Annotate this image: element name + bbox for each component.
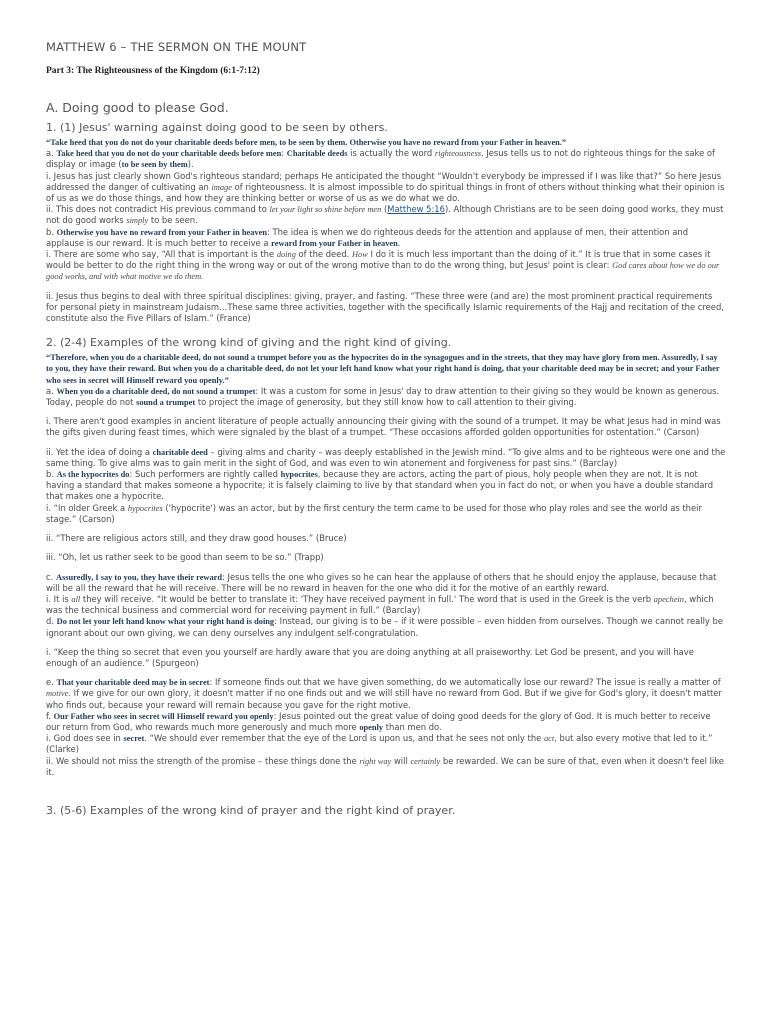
- scripture-quote-1: “Take heed that you do not do your charitable deeds before men, to be seen by them. Otherwise you have no reward from your Father in heaven.”: [46, 138, 567, 147]
- scripture-quote-2: “Therefore, when you do a charitable deed, do not sound a trumpet before you as the hypocrites do in the synagogues and in the streets, that they may have glory from men. Assuredly, I say to you, they have their reward. But when you do a charitable deed, do not let your left hand know what your right hand is doing, that your charitable deed may be in secret; and your Father who sees in secret will Himself reward you openly.”: [46, 353, 720, 385]
- paragraph-1b-i: i. There are some who say, “All that is important is the doing of the deed. How I do it is much less important than the doing of it.” It is true that in some cases it would be better to do the right thing in the wrong way or out of the wrong motive than to do the wrong thing, but Jesus' point is clear: God cares about how we do our good works, and with what motive we do them.: [46, 249, 720, 282]
- paragraph-2e: e. That your charitable deed may be in secret: If someone finds out that we have given something, do we automatically lose our reward? The issue is really a matter of motive. If we give for our own glory, it doesn't matter if no one finds out and we will still have no reward from God. But if we give for God's glory, it doesn't matter who finds out, because your reward will remain because you gave for the right motive.: [46, 677, 722, 710]
- paragraph-1b: b. Otherwise you have no reward from your Father in heaven: The idea is when we do righteous deeds for the attention and applause of men, their attention and applause is our reward. It is much better to receive a reward from your Father in heaven.: [46, 226, 689, 248]
- paragraph-2a-i: i. There aren't good examples in ancient literature of people actually announcing their giving with the sound of a trumpet. It may be what Jesus had in mind was the gifts given during feast times, which were signaled by the blast of a trumpet. “These occasions afforded golden opportunities for ostentation.” (Carson): [46, 416, 721, 438]
- paragraph-2f-i: i. God does see in secret. “We should ever remember that the eye of the Lord is upon us, and that he sees not only the act, but also every motive that led to it.” (Clarke): [46, 733, 713, 755]
- paragraph-2f-ii: ii. We should not miss the strength of the promise – these things done the right way will certainly be rewarded. We can be sure of that, even when it doesn't feel like it.: [46, 755, 724, 777]
- paragraph-1a: a. Take heed that you do not do your charitable deeds before men: Charitable deeds is actually the word righteousness. Jesus tells us to not do righteous things for the sake of display or image (to be seen by them).: [46, 148, 715, 170]
- heading-2: 2. (2-4) Examples of the wrong kind of giving and the right kind of giving.: [46, 336, 452, 350]
- paragraph-2c-i: i. It is all they will receive. “It would be better to translate it: 'They have received payment in full.' The word that is used in the Greek is the verb apechein, which was the technical business and commercial word for receiving payment in full.” (Barclay): [46, 593, 714, 616]
- document-title: MATTHEW 6 – THE SERMON ON THE MOUNT: [46, 40, 307, 54]
- paragraph-2b-ii: ii. “There are religious actors still, and they draw good houses.” (Bruce): [46, 533, 347, 544]
- section-a-heading: A. Doing good to please God.: [46, 100, 229, 115]
- paragraph-1a-i: i. Jesus has just clearly shown God's righteous standard; perhaps He anticipated the thought “Wouldn't everybody be impressed if I was like that?” So here Jesus addressed the danger of cultivating an image of righteousness. It is almost impossible to do spiritual things in front of others without thinking what their opinion is of us as we do those things, and how they are thinking better or worse of us as we do what we do.: [46, 170, 725, 204]
- paragraph-2f: f. Our Father who sees in secret will Himself reward you openly: Jesus pointed out the great value of doing good deeds for the glory of God. It is much better to receive our return from God, who rewards much more generously and much more openly than men do.: [46, 710, 711, 732]
- heading-1: 1. (1) Jesus' warning against doing good to be seen by others.: [46, 121, 388, 134]
- part-title: Part 3: The Righteousness of the Kingdom (6:1-7:12): [46, 66, 260, 76]
- paragraph-1a-ii: ii. This does not contradict His previous command to let your light so shine before men (Matthew 5:16). Although Christians are to be seen doing good works, they must not do good works simply to be seen.: [46, 204, 724, 226]
- paragraph-2b: b. As the hypocrites do: Such performers are rightly called hypocrites, because they are actors, acting the part of pious, holy people when they are not. It is not having a standard that makes someone a hypocrite; it is falsely claiming to live by that standard when you in fact do not, or when you have a double standard that makes one a hypocrite.: [46, 469, 714, 502]
- document-page: [46, 40, 726, 820]
- paragraph-2d: d. Do not let your left hand know what your right hand is doing: Instead, our giving is to be – if it were possible – even hidden from ourselves. Though we cannot really be ignorant about our own giving, we can deny ourselves any indulgent self-congratulation.: [46, 616, 724, 638]
- paragraph-1b-ii: ii. Jesus thus begins to deal with three spiritual disciplines: giving, prayer, and fasting. “These three were (and are) the most prominent practical requirements for personal piety in mainstream Judaism…These same three activities, together with the specifically Islamic requirements of the Hajj and recitation of the creed, constitute also the Five Pillars of Islam.” (France): [46, 290, 724, 324]
- paragraph-2d-i: i. “Keep the thing so secret that even you yourself are hardly aware that you are doing anything at all praiseworthy. Let God be present, and you will have enough of an audience.” (Spurgeon): [46, 646, 694, 668]
- heading-3: 3. (5-6) Examples of the wrong kind of prayer and the right kind of prayer.: [46, 803, 456, 817]
- paragraph-2b-i: i. “In older Greek a hypocrites ('hypocrite') was an actor, but by the first century the term came to be used for those who play roles and see the world as their stage.” (Carson): [46, 502, 702, 524]
- paragraph-2a-ii: ii. Yet the idea of doing a charitable deed – giving alms and charity – was deeply established in the Jewish mind. “To give alms and to be righteous were one and the same thing. To give alms was to gain merit in the sight of God, and was even to win atonement and forgiveness for past sins.” (Barclay): [46, 446, 726, 468]
- paragraph-2b-iii: iii. “Oh, let us rather seek to be good than seem to be so.” (Trapp): [46, 552, 324, 563]
- paragraph-2c: c. Assuredly, I say to you, they have their reward: Jesus tells the one who gives so he can hear the applause of others that he should enjoy the applause, because that will be all the reward that he will receive. There will be no reward in heaven for the one who did it for the motive of an earthly reward.: [46, 571, 717, 593]
- matthew-5-16-link[interactable]: Matthew 5:16: [387, 204, 445, 215]
- paragraph-2a: a. When you do a charitable deed, do not sound a trumpet: It was a custom for some in Jesus' day to draw attention to their giving so they would be known as generous. Today, people do not sound a trumpet to project the image of generosity, but they still know how to call attention to their giving.: [46, 385, 720, 408]
